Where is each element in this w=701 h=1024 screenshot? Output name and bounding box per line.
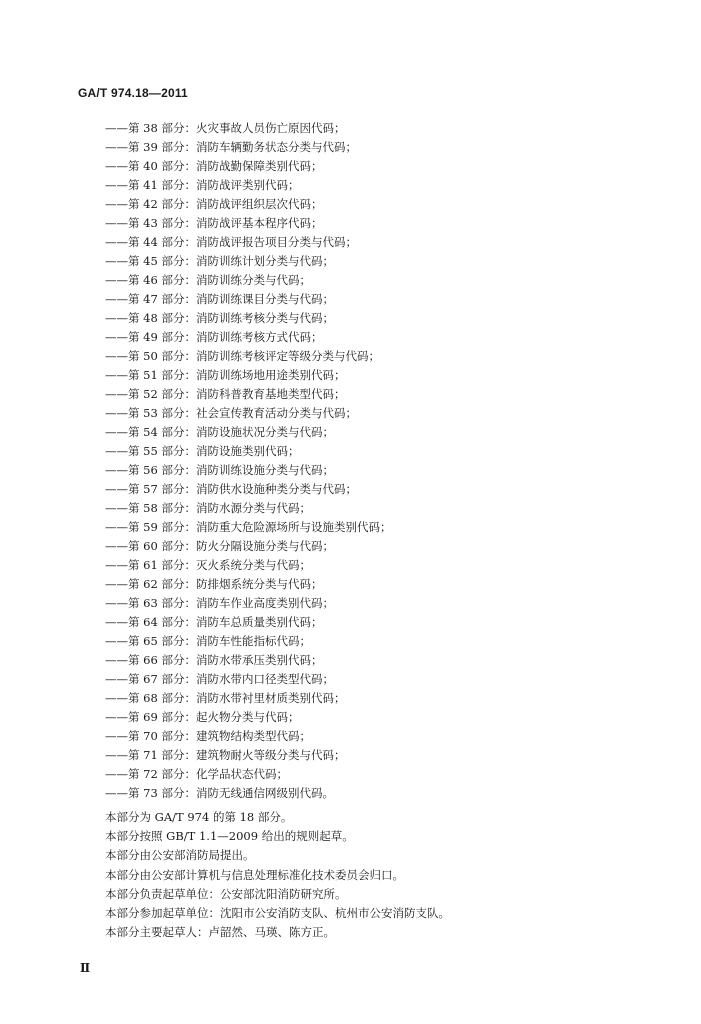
foreword-paragraph: 本部分按照 GB/T 1.1—2009 给出的规则起草。 (105, 829, 354, 844)
part-list-item: ——第 52 部分：消防科普教育基地类型代码； (105, 387, 346, 401)
part-list-item: ——第 45 部分：消防训练计划分类与代码； (105, 254, 334, 268)
page-number: Ⅱ (80, 961, 91, 975)
part-list-item: ——第 60 部分：防火分隔设施分类与代码； (105, 539, 334, 553)
part-list-item: ——第 70 部分：建筑物结构类型代码； (105, 729, 311, 743)
document-code-header: GA/T 974.18—2011 (78, 86, 188, 100)
foreword-paragraphs (105, 808, 450, 942)
part-list-item: ——第 44 部分：消防战评报告项目分类与代码； (105, 235, 357, 249)
part-list-item: ——第 38 部分：火灾事故人员伤亡原因代码； (105, 121, 346, 135)
part-list-item: ——第 50 部分：消防训练考核评定等级分类与代码； (105, 349, 380, 363)
part-list-item: ——第 59 部分：消防重大危险源场所与设施类别代码； (105, 520, 392, 534)
part-list-item: ——第 73 部分：消防无线通信网级别代码。 (105, 786, 334, 800)
part-list-item: ——第 46 部分：消防训练分类与代码； (105, 273, 311, 287)
part-list-item: ——第 61 部分：灭火系统分类与代码； (105, 558, 311, 572)
part-list-item: ——第 58 部分：消防水源分类与代码； (105, 501, 311, 515)
part-list-item: ——第 49 部分：消防训练考核方式代码； (105, 330, 323, 344)
foreword-paragraph: 本部分为 GA/T 974 的第 18 部分。 (105, 810, 293, 824)
part-list-item: ——第 39 部分：消防车辆勤务状态分类与代码； (105, 140, 357, 154)
foreword-paragraph: 本部分由公安部计算机与信息处理标准化技术委员会归口。 (105, 867, 404, 882)
part-list-item: ——第 43 部分：消防战评基本程序代码； (105, 216, 323, 230)
foreword-paragraph: 本部分主要起草人：卢韶然、马瑛、陈方正。 (105, 925, 335, 940)
part-list-item: ——第 41 部分：消防战评类别代码； (105, 178, 300, 192)
part-list-item: ——第 56 部分：消防训练设施分类与代码； (105, 463, 334, 477)
foreword-paragraph: 本部分由公安部消防局提出。 (105, 848, 255, 863)
foreword-paragraph: 本部分参加起草单位：沈阳市公安消防支队、杭州市公安消防支队。 (105, 905, 450, 920)
part-list-item: ——第 64 部分：消防车总质量类别代码； (105, 615, 323, 629)
part-list-item: ——第 51 部分：消防训练场地用途类别代码； (105, 368, 346, 382)
parts-list (105, 119, 391, 803)
part-list-item: ——第 53 部分：社会宣传教育活动分类与代码； (105, 406, 357, 420)
part-list-item: ——第 42 部分：消防战评组织层次代码； (105, 197, 323, 211)
part-list-item: ——第 55 部分：消防设施类别代码； (105, 444, 300, 458)
part-list-item: ——第 69 部分：起火物分类与代码； (105, 710, 300, 724)
part-list-item: ——第 54 部分：消防设施状况分类与代码； (105, 425, 334, 439)
part-list-item: ——第 57 部分：消防供水设施种类分类与代码； (105, 482, 357, 496)
part-list-item: ——第 68 部分：消防水带衬里材质类别代码； (105, 691, 346, 705)
foreword-paragraph: 本部分负责起草单位：公安部沈阳消防研究所。 (105, 886, 347, 901)
part-list-item: ——第 66 部分：消防水带承压类别代码； (105, 653, 323, 667)
part-list-item: ——第 40 部分：消防战勤保障类别代码； (105, 159, 323, 173)
part-list-item: ——第 72 部分：化学品状态代码； (105, 767, 288, 781)
part-list-item: ——第 63 部分：消防车作业高度类别代码； (105, 596, 334, 610)
part-list-item: ——第 67 部分：消防水带内口径类型代码； (105, 672, 334, 686)
part-list-item: ——第 71 部分：建筑物耐火等级分类与代码； (105, 748, 346, 762)
part-list-item: ——第 62 部分：防排烟系统分类与代码； (105, 577, 323, 591)
part-list-item: ——第 65 部分：消防车性能指标代码； (105, 634, 311, 648)
part-list-item: ——第 47 部分：消防训练课目分类与代码； (105, 292, 334, 306)
part-list-item: ——第 48 部分：消防训练考核分类与代码； (105, 311, 334, 325)
